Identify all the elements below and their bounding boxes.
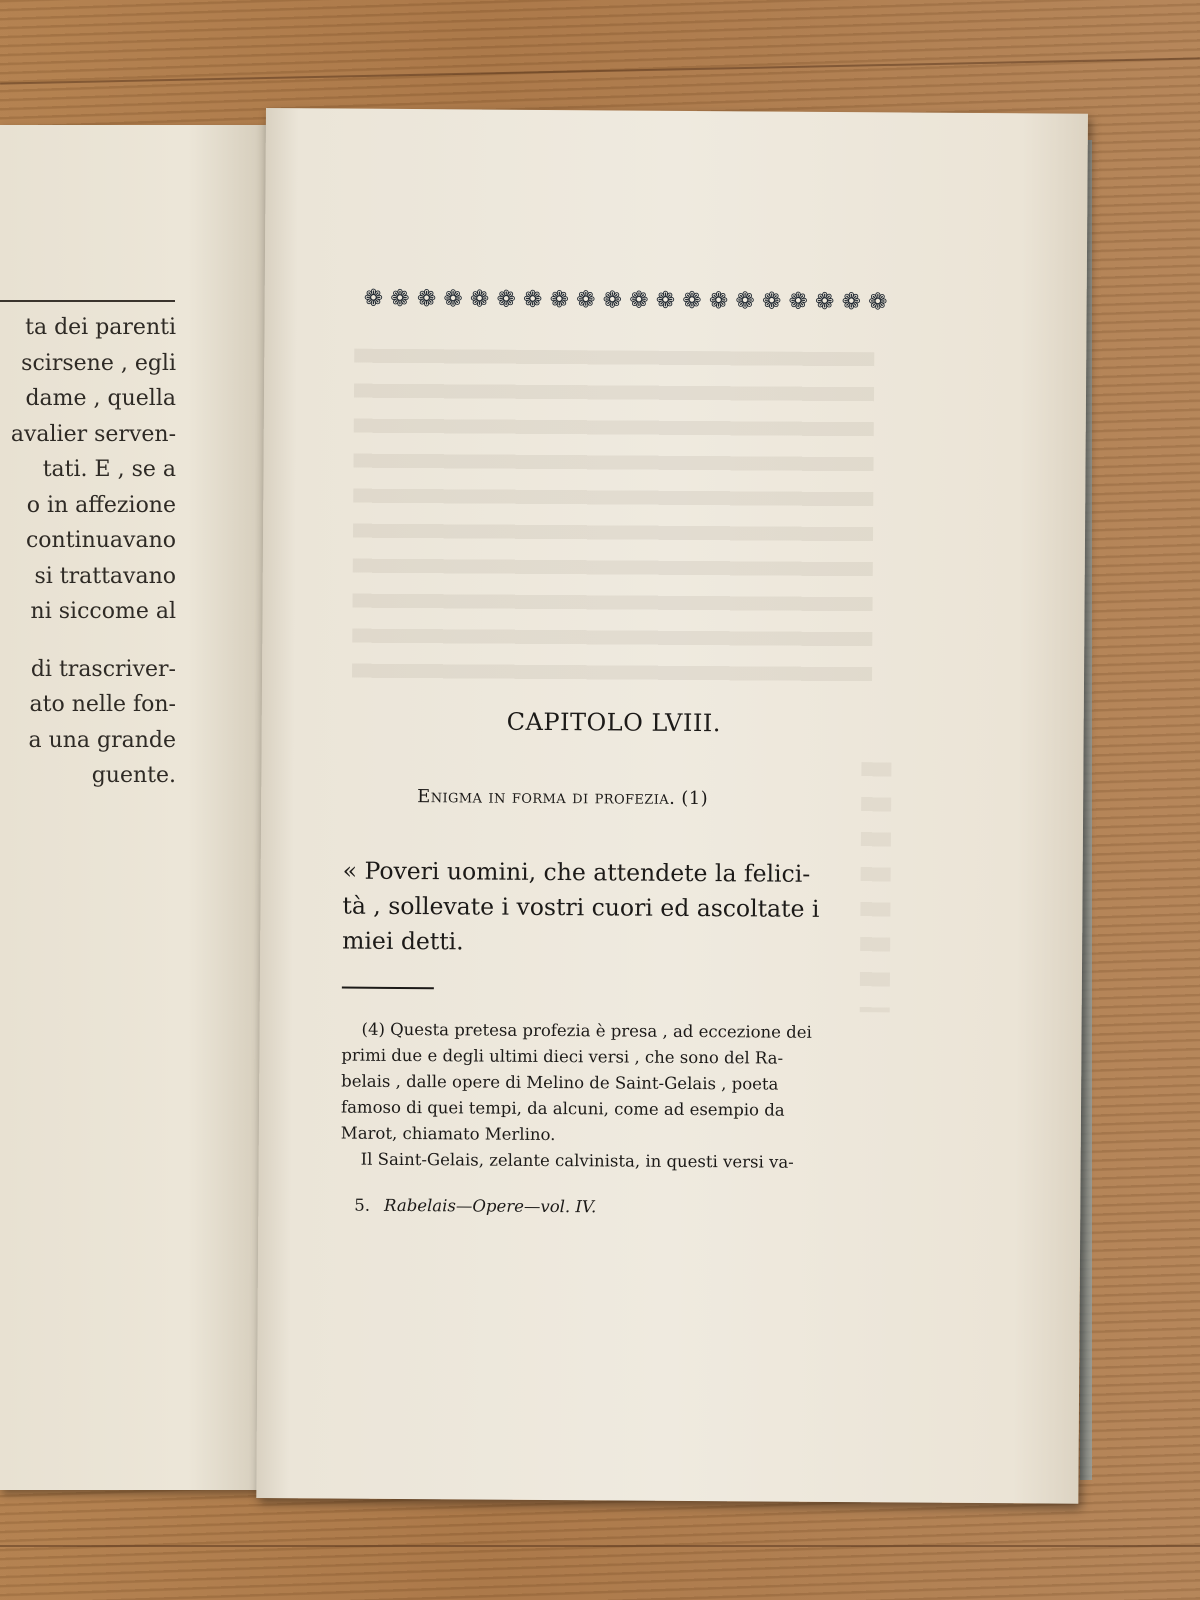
fleuron-icon: ❁ — [602, 287, 623, 314]
show-through-text — [352, 349, 874, 693]
left-line: ato nelle fon- — [29, 692, 176, 717]
left-line: ni siccome al — [30, 599, 176, 624]
left-page-text — [0, 310, 176, 794]
body-text — [342, 854, 888, 963]
left-line: tati. E , se a — [42, 457, 176, 482]
fleuron-icon: ❁ — [576, 287, 596, 314]
fleuron-icon: ❁ — [363, 285, 384, 312]
paragraph-gap — [0, 630, 176, 652]
fleuron-icon: ❁ — [761, 288, 782, 315]
table-seam-bottom — [0, 1545, 1200, 1547]
fleuron-icon: ❁ — [443, 286, 463, 313]
left-page — [0, 125, 268, 1490]
footnote-line: famoso di quei tempi, da alcuni, come ad esempio da — [340, 1097, 785, 1120]
fleuron-icon: ❁ — [469, 286, 490, 313]
footnote-line: belais , dalle opere di Melino de Saint-Gelais , poeta — [341, 1071, 779, 1094]
signature-number: 5. — [354, 1195, 371, 1215]
fleuron-icon: ❁ — [868, 289, 888, 316]
body-line: miei detti. — [342, 926, 464, 956]
footnote-line: (4) Questa pretesa profezia è presa , ad eccezione dei — [361, 1019, 812, 1042]
fleuron-icon: ❁ — [841, 289, 861, 316]
fleuron-icon: ❁ — [708, 288, 729, 315]
fleuron-icon: ❁ — [655, 287, 676, 314]
footnote-rule — [342, 987, 434, 990]
footnote-line: primi due e degli ultimi dieci versi , che sono del Ra- — [341, 1045, 784, 1068]
fleuron-icon: ❁ — [549, 286, 569, 314]
left-line: ta dei parenti — [25, 315, 176, 340]
left-line: continuavano — [25, 528, 176, 553]
left-line: a una grande — [28, 727, 176, 753]
footnote-line: Marot, chiamato Merlino. — [340, 1123, 556, 1145]
fleuron-icon: ❁ — [522, 286, 543, 313]
signature-line — [354, 1196, 596, 1217]
left-line: dame , quella — [25, 386, 176, 411]
fleuron-icon: ❁ — [814, 288, 835, 315]
ornamental-border — [361, 286, 891, 320]
fleuron-icon: ❁ — [788, 288, 808, 315]
right-page — [256, 108, 1088, 1504]
left-line: o in affezione — [26, 492, 176, 518]
footnote-line: Il Saint-Gelais, zelante calvinista, in questi versi va- — [360, 1149, 794, 1172]
body-line: tà , sollevate i vostri cuori ed ascoltate i — [342, 891, 820, 923]
chapter-title: CAPITOLO LVIII. — [506, 707, 722, 738]
body-line: « Poveri uomini, che attendete la felici- — [342, 856, 811, 888]
left-line: scirsene , egli — [21, 350, 176, 376]
left-line: guente. — [91, 763, 176, 788]
left-page-rule — [0, 300, 175, 302]
fleuron-icon: ❁ — [629, 287, 649, 314]
left-line: si trattavano — [34, 563, 176, 589]
footnote — [341, 1017, 887, 1177]
fleuron-icon: ❁ — [416, 286, 437, 313]
table-seam-top — [0, 57, 1200, 84]
fleuron-icon: ❁ — [496, 286, 516, 313]
fleuron-icon: ❁ — [390, 285, 410, 313]
signature-text: Rabelais—Opere—vol. IV. — [384, 1195, 597, 1217]
fleuron-icon: ❁ — [682, 287, 702, 315]
fleuron-icon: ❁ — [735, 288, 755, 315]
left-line: avalier serven- — [10, 421, 176, 447]
chapter-subtitle: Enigma in forma di profezia. (1) — [417, 786, 709, 810]
left-line: di trascriver- — [30, 656, 176, 682]
